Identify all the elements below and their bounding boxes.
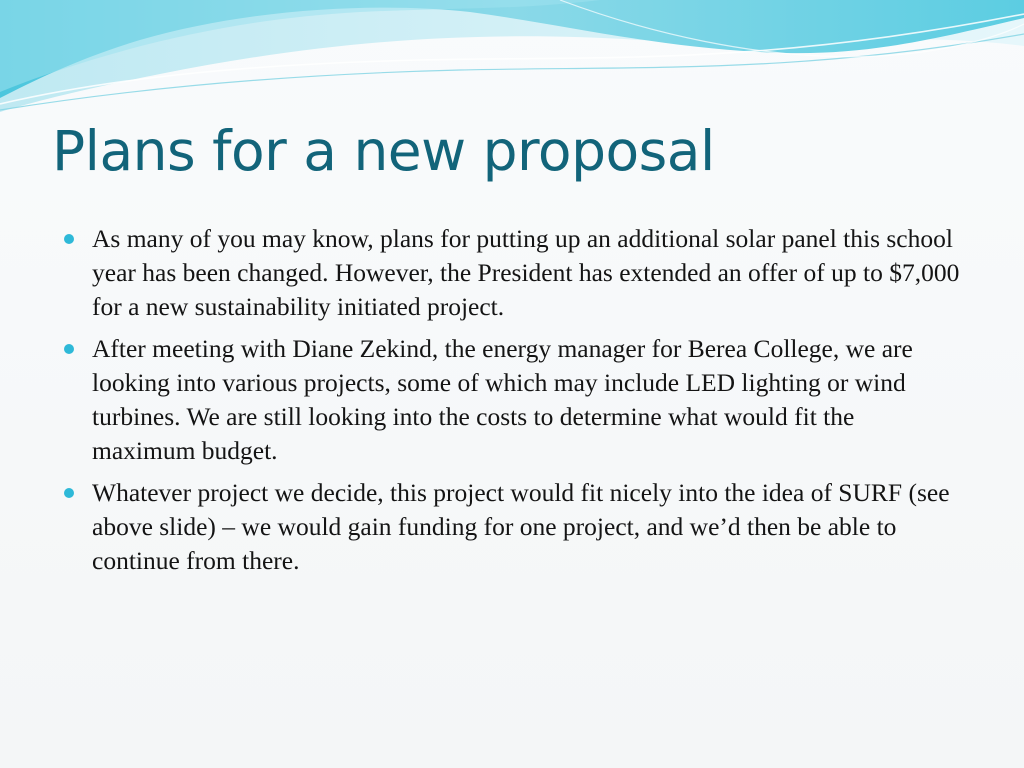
bullet-list (64, 222, 964, 586)
bullet-dot-icon (64, 234, 74, 244)
wave-header-decoration (0, 0, 1024, 130)
bullet-dot-icon (64, 344, 74, 354)
bullet-text: As many of you may know, plans for putting up an additional solar panel this school year has been changed. However, the President has extended an offer of up to $7,000 for a new sustainability initiated project. (92, 224, 960, 321)
bullet-item (64, 476, 964, 578)
bullet-item (64, 222, 964, 324)
bullet-dot-icon (64, 488, 74, 498)
slide-title: Plans for a new proposal (52, 119, 715, 183)
bullet-text: After meeting with Diane Zekind, the energy manager for Berea College, we are looking into various projects, some of which may include LED lighting or wind turbines. We are still looking into the costs to determine what would fit the maximum budget. (92, 334, 913, 465)
bullet-item (64, 332, 964, 468)
bullet-text: Whatever project we decide, this project would fit nicely into the idea of SURF (see above slide) – we would gain funding for one project, and we’d then be able to continue from there. (92, 478, 950, 575)
